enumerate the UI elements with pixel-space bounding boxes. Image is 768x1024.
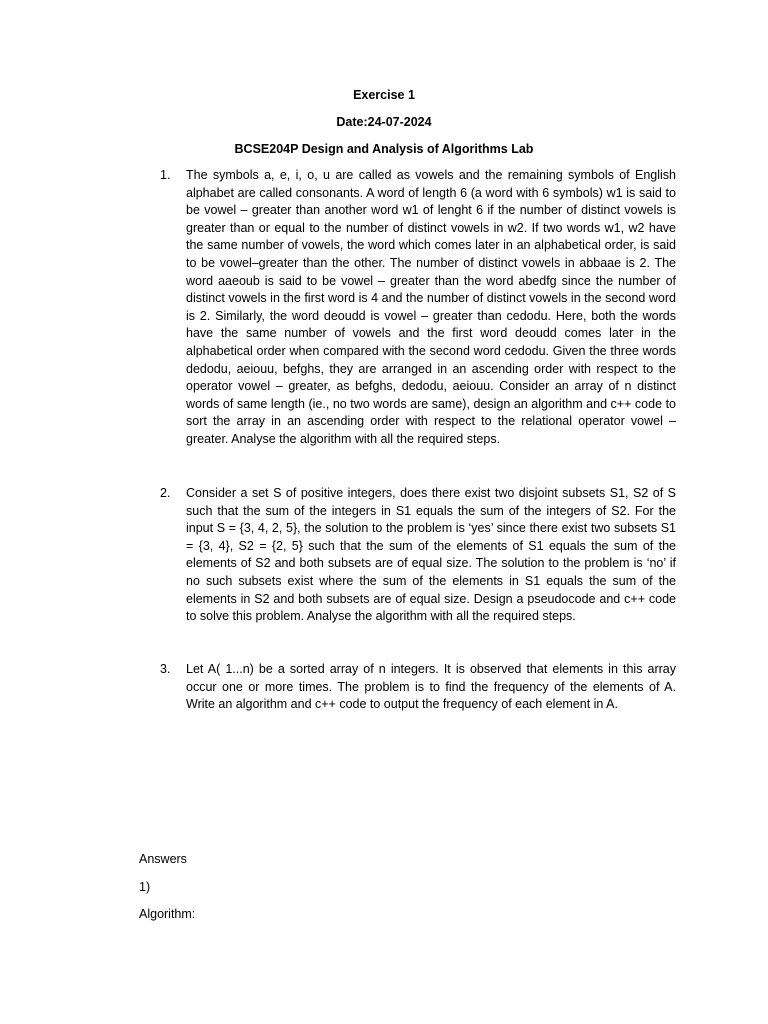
- question-3: [160, 661, 676, 714]
- question-1-text: The symbols a, e, i, o, u are called as vowels and the remaining symbols of English alphabet are called consonants. A word of length 6 (a word with 6 symbols) w1 is said to be vowel – greater than another word w1 of lenght 6 if the number of distinct vowels is greater than or equal to the number of distinct vowels in w2. If two words w1, w2 have the same number of vowels, the word which comes later in an alphabetical order, is said to be vowel–greater than the other. The number of distinct vowels in abbaae is 2. The word aaeoub is said to be vowel – greater than the word abedfg since the number of distinct vowels in the first word is 4 and the number of distinct vowels in the second word is 2. Similarly, the word deoudd is vowel – greater than cedodu. Here, both the words have the same number of vowels and the first word deoudd comes later in the alphabetical order when compared with the second word cedodu. Given the three words dedodu, aeiouu, befghs, they are arranged in an ascending order with respect to the operator vowel – greater, as befghs, dedodu, aeiouu. Consider an array of n distinct words of same length (ie., no two words are same), design an algorithm and c++ code to sort the array in an ascending order with respect to the relational operator vowel – greater. Analyse the algorithm with all the required steps.: [186, 168, 676, 446]
- answers-heading: Answers: [139, 852, 187, 866]
- question-3-text: Let A( 1...n) be a sorted array of n integers. It is observed that elements in this array occur one or more times. The problem is to find the frequency of the elements of A. Write an algorithm and c++ code to output the frequency of each element in A.: [186, 662, 676, 712]
- question-2-text: Consider a set S of positive integers, does there exist two disjoint subsets S1, S2 of S such that the sum of the integers in S1 equals the sum of the integers of S2. For the input S = {3, 4, 2, 5}, the solution to the problem is ‘yes’ since there exist two subsets S1 = {3, 4}, S2 = {2, 5} such that the sum of the elements of S1 equals the sum of the elements of S2 and both subsets are of equal size. The solution to the problem is ‘no’ if no such subsets exist where the sum of the elements in S1 equals the sum of the elements in S2 and both subsets are of equal size. Design a pseudocode and c++ code to solve this problem. Analyse the algorithm with all the required steps.: [186, 486, 676, 624]
- answer-number: 1): [139, 880, 151, 894]
- question-3-number: 3.: [160, 662, 171, 676]
- question-2-number: 2.: [160, 486, 171, 500]
- question-1: [160, 167, 676, 449]
- question-2: [160, 485, 676, 626]
- algorithm-label: Algorithm:: [139, 907, 196, 921]
- date-line: Date:24-07-2024: [336, 115, 432, 129]
- exercise-title: Exercise 1: [353, 88, 415, 102]
- question-1-number: 1.: [160, 168, 171, 182]
- course-title: BCSE204P Design and Analysis of Algorithms Lab: [234, 142, 534, 156]
